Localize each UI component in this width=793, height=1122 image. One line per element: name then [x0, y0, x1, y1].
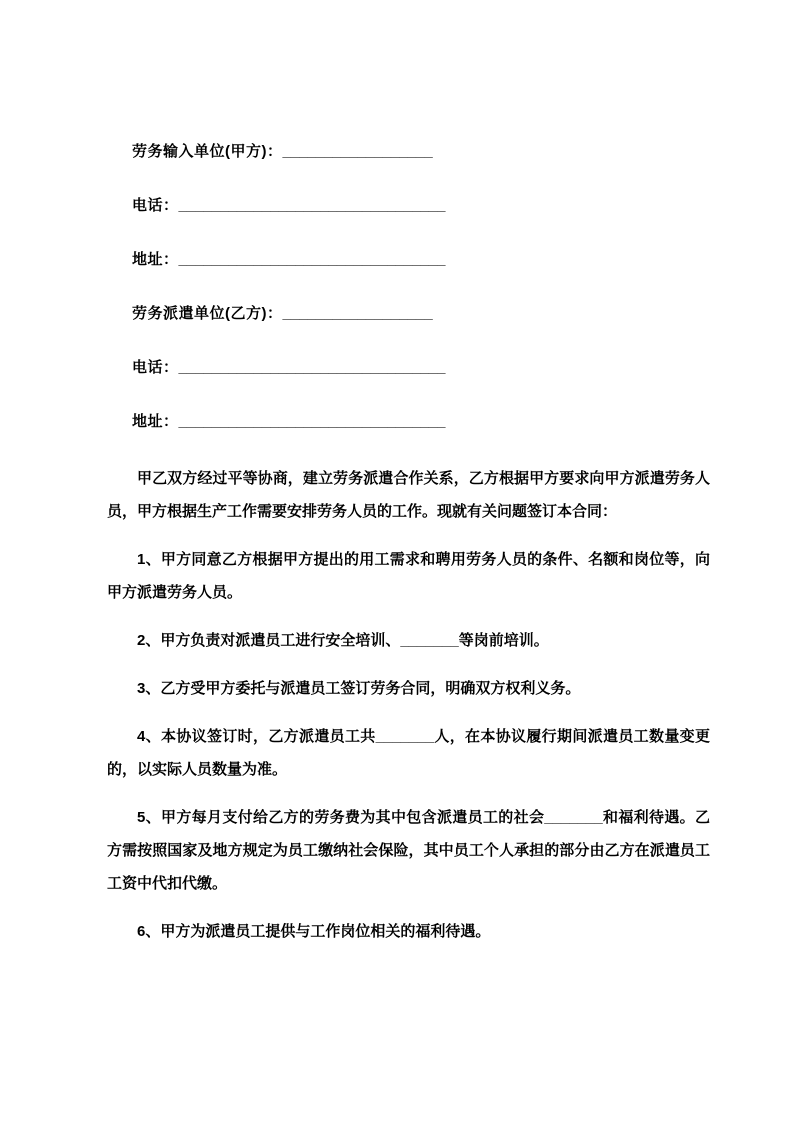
field-party-a-phone — [107, 192, 710, 219]
field-party-b-address-label: 地址： — [132, 413, 179, 430]
field-party-b-address-blank: ________________________________ — [178, 413, 446, 430]
field-party-b-blank: __________________ — [282, 305, 433, 322]
field-party-a-phone-blank: ________________________________ — [178, 197, 446, 214]
field-party-a-address-label: 地址： — [132, 251, 179, 268]
field-party-b-address — [107, 408, 710, 435]
clause-4: 4、本协议签订时，乙方派遣员工共_______人，在本协议履行期间派遣员工数量变更的，以实际人员数量为准。 — [107, 728, 710, 778]
contract-body — [107, 462, 710, 948]
clause-6: 6、甲方为派遣员工提供与工作岗位相关的福利待遇。 — [137, 923, 491, 940]
clause-5: 5、甲方每月支付给乙方的劳务费为其中包含派遣员工的社会_______和福利待遇。乙方需按照国家及地方规定为员工缴纳社会保险，其中员工个人承担的部分由乙方在派遣员工工资中代扣代缴。 — [107, 809, 710, 892]
field-party-a-address-blank: ________________________________ — [178, 251, 446, 268]
field-party-a-blank: __________________ — [282, 143, 433, 160]
contract-intro-paragraph: 甲乙双方经过平等协商，建立劳务派遣合作关系，乙方根据甲方要求向甲方派遣劳务人员，甲方根据生产工作需要安排劳务人员的工作。现就有关问题签订本合同： — [107, 470, 710, 520]
field-party-b — [107, 300, 710, 327]
field-party-b-phone-label: 电话： — [132, 359, 179, 376]
field-party-a-phone-label: 电话： — [132, 197, 179, 214]
clause-2: 2、甲方负责对派遣员工进行安全培训、_______等岗前培训。 — [137, 632, 549, 649]
field-party-a-address — [107, 246, 710, 273]
field-party-b-label: 劳务派遣单位(乙方)： — [132, 305, 283, 322]
field-party-a — [107, 138, 710, 165]
field-party-b-phone-blank: ________________________________ — [178, 359, 446, 376]
clause-3: 3、乙方受甲方委托与派遣员工签订劳务合同，明确双方权利义务。 — [137, 680, 581, 697]
clause-1: 1、甲方同意乙方根据甲方提出的用工需求和聘用劳务人员的条件、名额和岗位等，向甲方派遣劳务人员。 — [107, 551, 710, 601]
field-party-b-phone — [107, 354, 710, 381]
field-party-a-label: 劳务输入单位(甲方)： — [132, 143, 283, 160]
